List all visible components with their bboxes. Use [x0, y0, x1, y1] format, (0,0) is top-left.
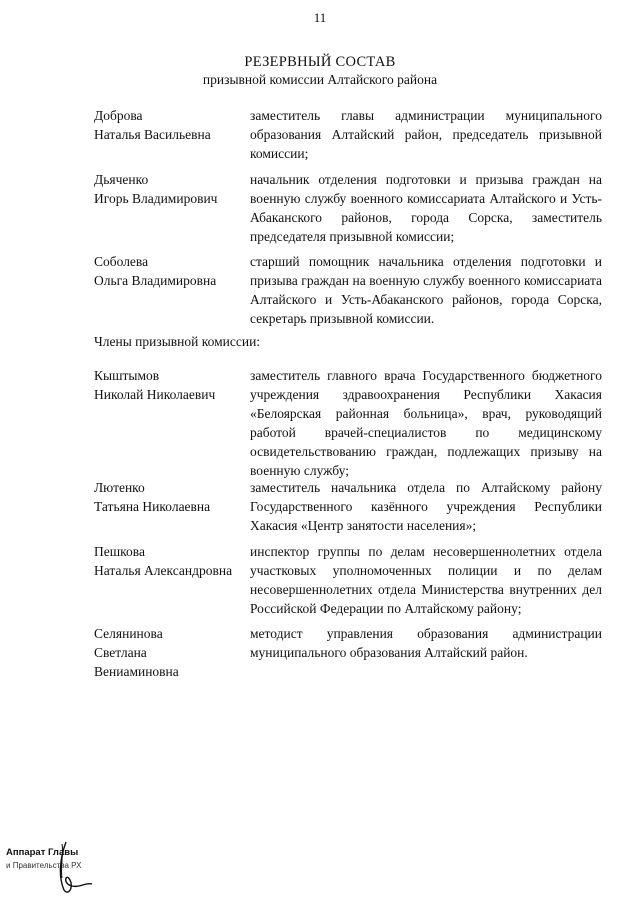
- person-role: методист управления образования администрации муниципального образования Алтайский район.: [250, 626, 602, 660]
- members-heading: Члены призывной комиссии:: [94, 334, 261, 349]
- person-name: Лютенко Татьяна Николаевна: [94, 480, 211, 514]
- document-subtitle: призывной комиссии Алтайского района: [202, 72, 438, 87]
- person-name: Пешкова Наталья Александровна: [94, 544, 233, 578]
- person-role: начальник отделения подготовки и призыва граждан на военную службу военного комиссариата Алтайского и Усть-Абаканского районов, города Сорска, заместитель председателя призывной комиссии;: [250, 172, 602, 244]
- person-role: заместитель главного врача Государственного бюджетного учреждения здравоохранения Республики Хакасия «Белоярская районная больница», врач, руководящий работой врачей-специалистов по медицинскому освидетельствованию граждан, подлежащих призыву на военную службу;: [250, 368, 602, 478]
- person-name: Соболева Ольга Владимировна: [94, 254, 217, 288]
- person-name: Дьяченко Игорь Владимирович: [94, 172, 218, 206]
- stamp-line: и Правительства РХ: [6, 861, 82, 870]
- person-name: Селянинова Светлана Вениаминовна: [94, 626, 179, 679]
- person-role: заместитель главы администрации муниципального образования Алтайский район, председатель призывной комиссии;: [250, 108, 602, 161]
- signature-icon: [52, 838, 112, 898]
- person-role: старший помощник начальника отделения подготовки и призыва граждан на военную службу военного комиссариата Алтайского и Усть-Абаканского районов, города Сорска, секретарь призывной комиссии.: [250, 254, 602, 326]
- page-number: 11: [313, 10, 327, 25]
- person-name: Доброва Наталья Васильевна: [94, 108, 211, 142]
- document-title: РЕЗЕРВНЫЙ СОСТАВ: [244, 54, 396, 70]
- person-role: заместитель начальника отдела по Алтайскому району Государственного казённого учреждения Республики Хакасия «Центр занятости населения»;: [250, 480, 602, 533]
- person-name: Кыштымов Николай Николаевич: [94, 368, 216, 402]
- person-role: инспектор группы по делам несовершеннолетних отдела участковых уполномоченных полиции и по делам несовершеннолетних отдела Министерства внутренних дел Российской Федерации по Алтайскому району;: [250, 544, 602, 616]
- stamp-line: Аппарат Главы: [6, 847, 79, 858]
